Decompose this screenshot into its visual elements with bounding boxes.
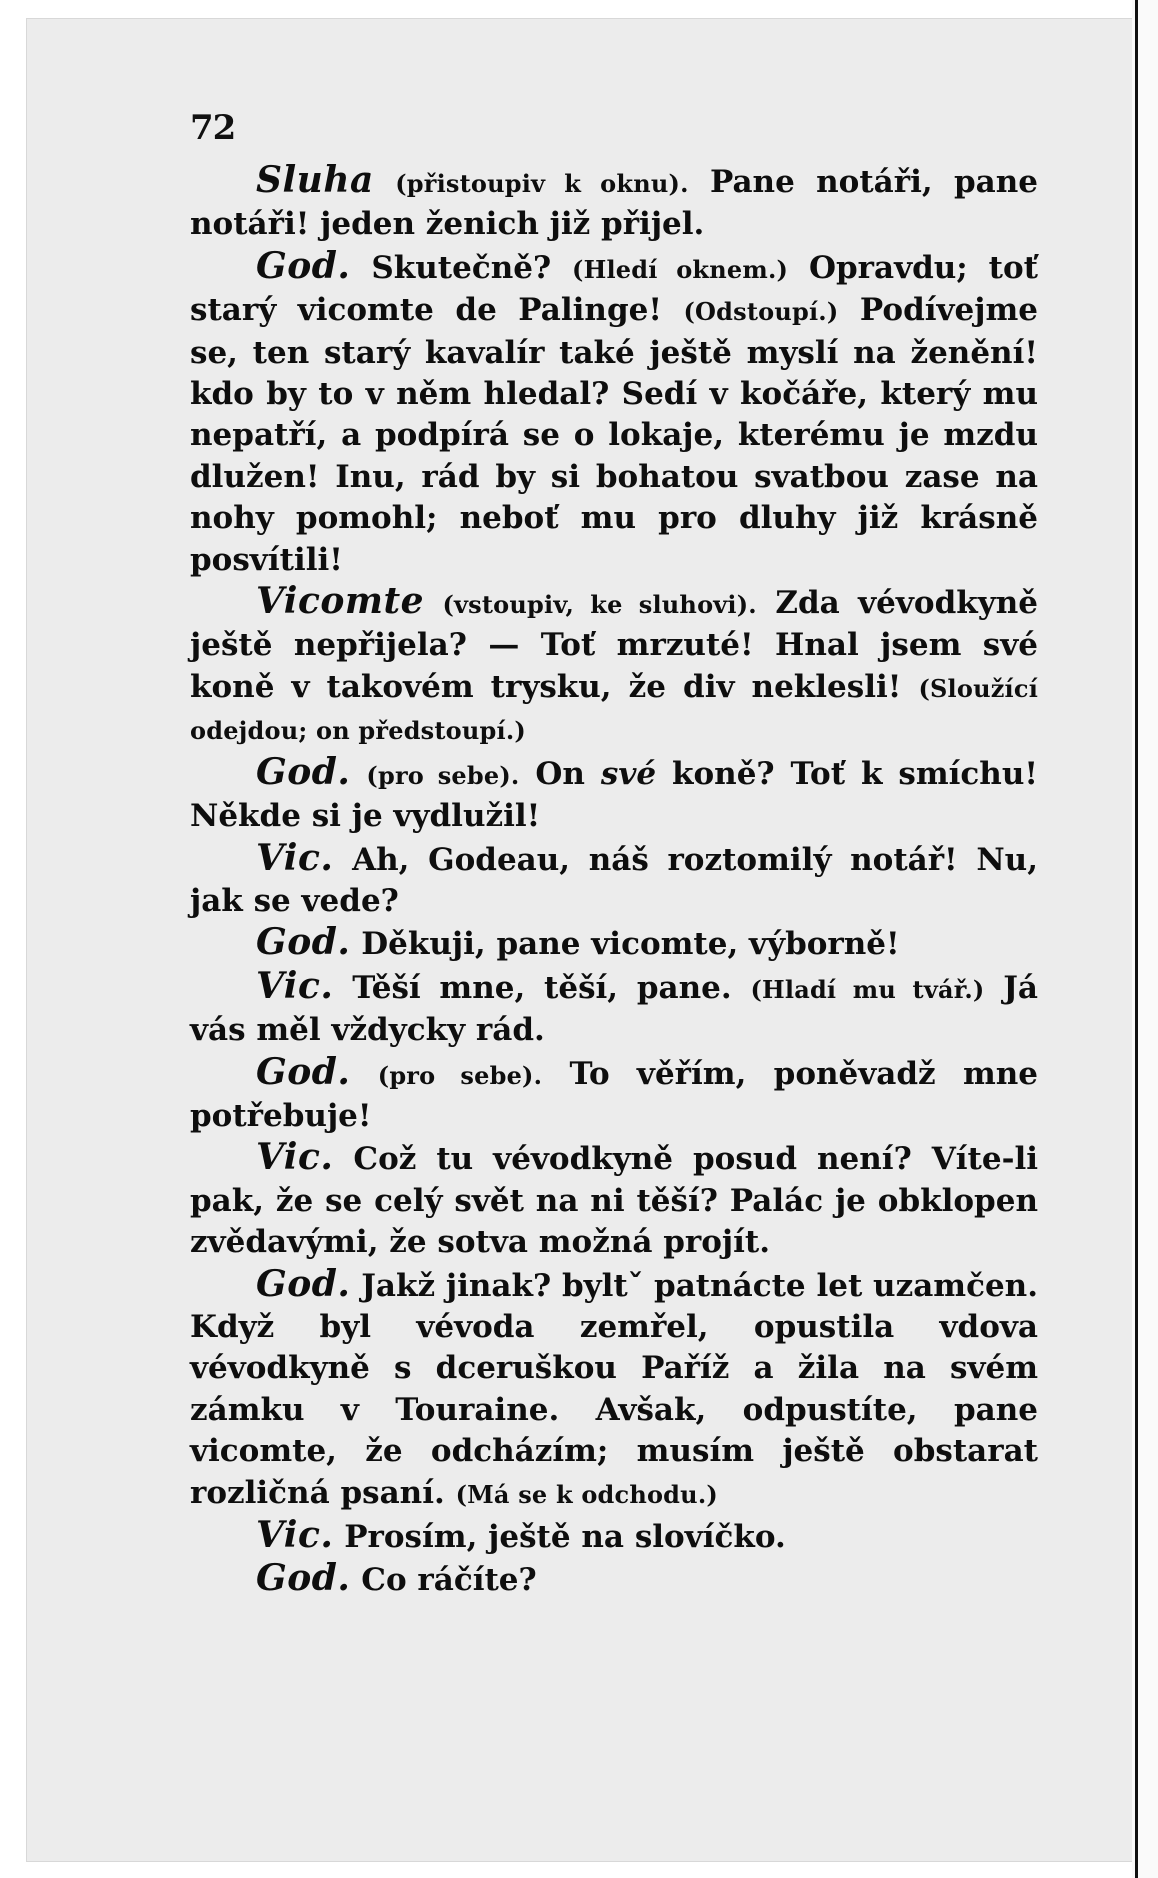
speech-text: Pane notáři, pane notáři! jeden ženich již přijel.: [190, 164, 1038, 243]
speaker-name: Vic.: [256, 1136, 334, 1179]
speech-sluha: [190, 160, 1038, 246]
page-number: 72: [190, 108, 236, 148]
speaker-name: God.: [256, 1050, 351, 1093]
speech-text: koně? Toť k smíchu! Někde si je vydlužil!: [190, 755, 1038, 835]
speech-text: Prosím, ještě na slovíčko.: [344, 1519, 786, 1555]
speaker-name: God.: [256, 1262, 351, 1305]
speaker-name: God.: [256, 921, 351, 964]
stage-direction: (Odstoupí.): [683, 297, 839, 327]
speaker-name: Vic.: [256, 836, 334, 879]
speech-text: Těší mne, těší, pane.: [352, 969, 732, 1006]
speech-text: Což tu vévodkyně posud není? Víte-li pak, že se celý svět na ni těší? Palác je obklopen zvědavými, že sotva možná projít.: [190, 1141, 1038, 1261]
emphasis-text: své: [600, 755, 657, 792]
speech-godeau-1: [190, 246, 1038, 581]
speech-godeau-2: [190, 752, 1038, 838]
page-text: [190, 160, 1038, 1602]
stage-direction: (Sloužící odejdou; on předstoupí.): [190, 673, 1039, 746]
stage-direction: (pro sebe).: [377, 1060, 543, 1090]
speech-text: Opravdu; toť starý vicomte de Palinge!: [190, 249, 1038, 329]
speech-vicomte-3: [190, 966, 1038, 1052]
speech-godeau-6: [190, 1558, 1038, 1601]
speaker-name: Sluha: [256, 159, 374, 201]
stage-direction: (přistoupiv k oknu).: [395, 169, 689, 198]
speech-vicomte-5: [190, 1515, 1038, 1558]
stage-direction: (Má se k odchodu.): [455, 1479, 718, 1509]
speech-text: To věřím, poněvadž mne potřebuje!: [190, 1055, 1039, 1134]
speaker-name: God.: [256, 1557, 351, 1600]
speaker-name: Vic.: [256, 1514, 334, 1556]
stage-direction: (pro sebe).: [366, 760, 520, 790]
speech-vicomte-2: [190, 838, 1038, 923]
speech-text: Jakž jinak? byltˇ patnácte let uzamčen. Když byl vévoda zemřel, opustila vdova vévodkyně s dceruškou Paříž a žila na svém zámku v Touraine. Avšak, odpustíte, pane vicomte, že odcházím; musím ještě obstarat rozličná psaní.: [190, 1267, 1039, 1511]
speech-text: Co ráčíte?: [361, 1562, 537, 1599]
speech-text: Podívejme se, ten starý kavalír také ještě myslí na ženění! kdo by to v něm hledal? Sedí v kočáře, který mu nepatří, a podpírá se o lokaje, kterému je mzdu dlužen! Inu, rád by si bohatou svatbou zase na nohy pomohl; neboť mu pro dluhy již krásně posvítili!: [190, 292, 1039, 578]
speech-vicomte-4: [190, 1137, 1038, 1263]
stage-direction: (vstoupiv, ke sluhovi).: [442, 590, 757, 620]
stage-direction: (Hledí oknem.): [572, 254, 789, 284]
speech-text: Ah, Godeau, náš roztomilý notář! Nu, jak se vede?: [190, 841, 1038, 919]
speech-godeau-3: [190, 922, 1038, 965]
stage-direction: (Hladí mu tvář.): [750, 974, 985, 1004]
speaker-name: God.: [256, 750, 351, 793]
speech-text: Skutečně?: [371, 249, 552, 286]
speech-text: On: [535, 755, 585, 792]
speech-vicomte-1: [190, 581, 1038, 752]
speaker-name: Vic.: [256, 964, 334, 1007]
speech-text: Děkuji, pane vicomte, výborně!: [361, 926, 900, 963]
speech-godeau-4: [190, 1052, 1038, 1138]
speech-text: Zda vévodkyně ještě nepřijela? — Toť mrzuté! Hnal jsem své koně v takovém trysku, že div neklesli!: [190, 585, 1038, 705]
speaker-name: Vicomte: [256, 580, 425, 623]
binding-line: [1135, 0, 1138, 1878]
speech-godeau-5: [190, 1264, 1038, 1515]
speaker-name: God.: [256, 244, 351, 287]
speech-text: Já vás měl vždycky rád.: [190, 969, 1039, 1049]
